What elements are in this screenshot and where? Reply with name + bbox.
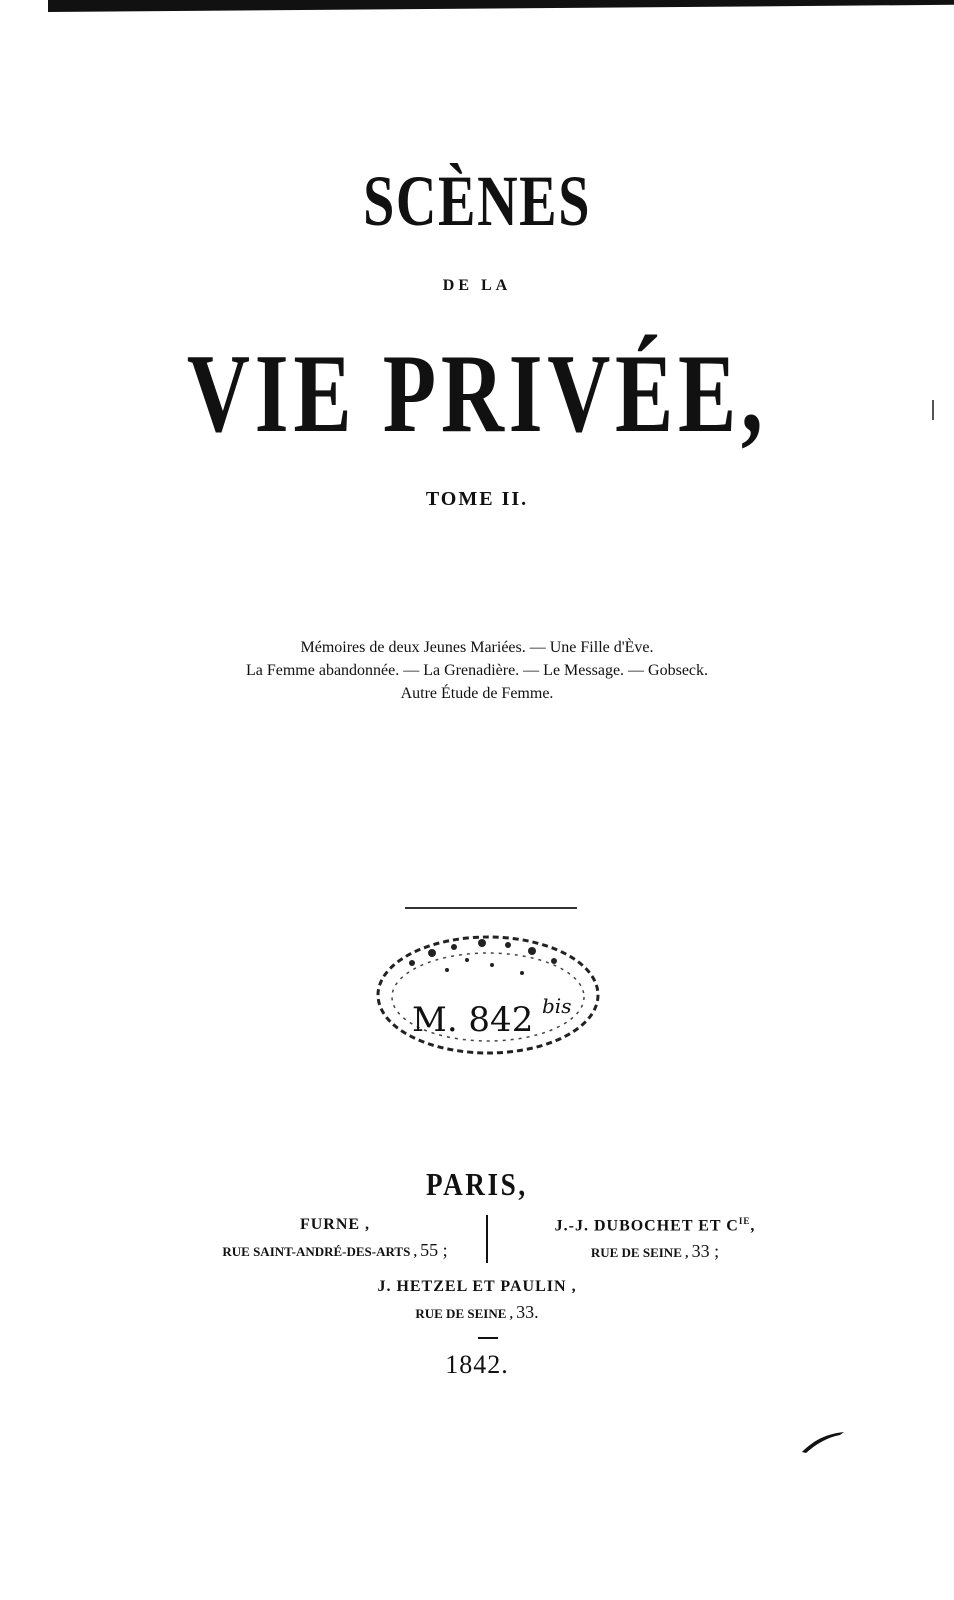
- contents-line: Mémoires de deux Jeunes Mariées. — Une Fille d'Ève.: [300, 639, 654, 656]
- contents-line: La Femme abandonnée. — La Grenadière. — Le Message. — Gobseck.: [245, 662, 709, 679]
- stamp-suffix: bis: [542, 994, 572, 1018]
- title-scenes: SCÈNES: [363, 161, 591, 241]
- short-dash: [478, 1337, 498, 1339]
- publisher-separator: [486, 1215, 488, 1263]
- publisher-furne: FURNE , RUE SAINT-ANDRÉ-DES-ARTS , 55 ;: [222, 1216, 448, 1260]
- publisher-dubochet: J.-J. DUBOCHET ET $C^{IE}$, RUE DE SEINE , 33 ;: [554, 1216, 756, 1262]
- library-stamp: [372, 925, 604, 1065]
- divider-rule: [405, 907, 577, 909]
- contents-list: [0, 636, 954, 705]
- ink-mark: [800, 1428, 846, 1454]
- title-de-la: DE LA: [442, 277, 512, 294]
- title-vie-privee: VIE PRIVÉE,: [186, 332, 768, 456]
- scan-top-edge: [48, 0, 954, 12]
- imprint-city: PARIS,: [426, 1166, 528, 1202]
- stamp-call-number: M. 842: [412, 1000, 534, 1040]
- publication-year: 1842.: [445, 1350, 509, 1379]
- publisher-hetzel: J. HETZEL ET PAULIN , RUE DE SEINE , 33.: [377, 1278, 577, 1322]
- contents-line: Autre Étude de Femme.: [400, 685, 554, 702]
- volume-label: TOME II.: [425, 488, 529, 510]
